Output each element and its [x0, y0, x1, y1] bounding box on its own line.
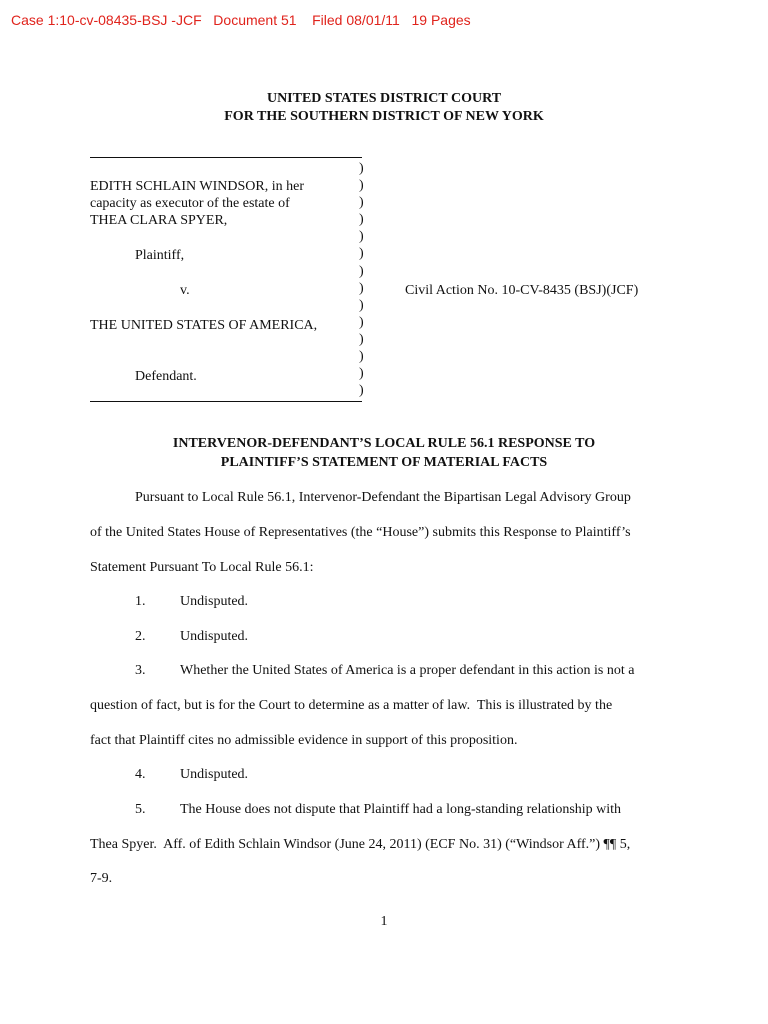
response-number: 3. — [135, 663, 146, 678]
response-number: 4. — [135, 767, 146, 782]
response-text: The House does not dispute that Plaintiff had a long-standing relationship with — [180, 802, 622, 817]
civil-action-number: Civil Action No. 10-CV-8435 (BSJ)(JCF) — [405, 283, 639, 298]
response-text: Undisputed. — [180, 767, 249, 782]
intro-line2: of the United States House of Representatives (the “House”) submits this Response to Plaintiff’s — [90, 525, 631, 540]
caption-paren: ) — [359, 263, 364, 279]
defendant-role: Defendant. — [135, 369, 197, 384]
caption-paren: ) — [359, 195, 364, 211]
response-number: 2. — [135, 629, 146, 644]
response-text-continued: fact that Plaintiff cites no admissible evidence in support of this proposition. — [90, 733, 518, 748]
caption-top-rule — [90, 157, 362, 158]
caption-paren: ) — [359, 383, 364, 399]
response-number: 5. — [135, 802, 146, 817]
caption-bottom-rule — [90, 401, 362, 402]
caption-paren: ) — [359, 314, 364, 330]
caption-paren: ) — [359, 246, 364, 262]
caption-paren: ) — [359, 229, 364, 245]
response-number: 1. — [135, 594, 146, 609]
response-text-continued: Thea Spyer. Aff. of Edith Schlain Windsor (June 24, 2011) (ECF No. 31) (“Windsor Aff.”) ¶¶ 5, — [90, 837, 631, 852]
response-text-continued: 7-9. — [90, 871, 113, 886]
caption-paren: ) — [359, 178, 364, 194]
defendant-name: THE UNITED STATES OF AMERICA, — [90, 318, 318, 333]
document-title-line1: INTERVENOR-DEFENDANT’S LOCAL RULE 56.1 RESPONSE TO — [172, 436, 596, 451]
caption-paren: ) — [359, 349, 364, 365]
plaintiff-role: Plaintiff, — [135, 248, 185, 263]
case-header-stamp: Case 1:10-cv-08435-BSJ -JCF Document 51 Filed 08/01/11 19 Pages — [11, 12, 471, 28]
document-title-line2: PLAINTIFF’S STATEMENT OF MATERIAL FACTS — [220, 455, 548, 470]
court-name: UNITED STATES DISTRICT COURT — [266, 91, 502, 106]
caption-paren: ) — [359, 297, 364, 313]
caption-paren: ) — [359, 212, 364, 228]
intro-line3: Statement Pursuant To Local Rule 56.1: — [90, 560, 314, 575]
caption-paren: ) — [359, 331, 364, 347]
intro-line1: Pursuant to Local Rule 56.1, Intervenor-Defendant the Bipartisan Legal Advisory Group — [135, 490, 631, 505]
caption-paren-column — [359, 160, 369, 399]
plaintiff-name-line2: capacity as executor of the estate of — [90, 196, 290, 211]
versus: v. — [180, 283, 190, 298]
plaintiff-name-line3: THEA CLARA SPYER, — [90, 213, 228, 228]
response-text-continued: question of fact, but is for the Court to determine as a matter of law. This is illustrated by the — [90, 698, 613, 713]
response-text: Whether the United States of America is a proper defendant in this action is not a — [180, 663, 635, 678]
caption-paren: ) — [359, 366, 364, 382]
plaintiff-name-line1: EDITH SCHLAIN WINDSOR, in her — [90, 179, 304, 194]
caption-paren: ) — [359, 280, 364, 296]
caption-paren: ) — [359, 161, 364, 176]
page-number: 1 — [380, 914, 388, 929]
court-district: FOR THE SOUTHERN DISTRICT OF NEW YORK — [224, 109, 544, 124]
response-text: Undisputed. — [180, 594, 249, 609]
response-text: Undisputed. — [180, 629, 249, 644]
